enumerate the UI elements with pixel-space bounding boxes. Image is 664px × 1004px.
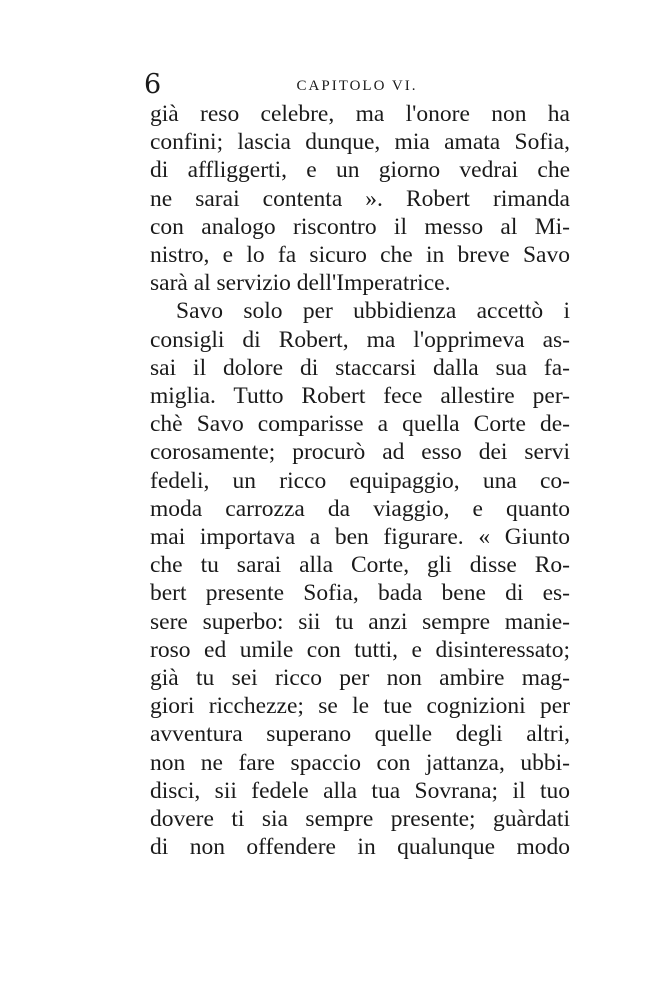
- text-line: con analogo riscontro il messo al Mi-: [150, 213, 570, 240]
- text-line: dovere ti sia sempre presente; guàrdati: [150, 806, 570, 833]
- text-line: confini; lascia dunque, mia amata Sofia,: [150, 129, 570, 156]
- text-line: corosamente; procurò ad esso dei servi: [150, 439, 570, 466]
- text-line: chè Savo comparisse a quella Corte de-: [150, 411, 570, 438]
- text-line: mai importava a ben figurare. « Giunto: [150, 524, 570, 551]
- text-line: sarà al servizio dell'Imperatrice.: [150, 270, 451, 297]
- text-line: sere superbo: sii tu anzi sempre manie-: [150, 608, 570, 635]
- running-head: CAPITOLO VI.: [296, 78, 418, 94]
- body-text: [150, 100, 570, 861]
- text-line: sai il dolore di staccarsi dalla sua fa-: [150, 354, 570, 381]
- text-line: consigli di Robert, ma l'opprimeva as-: [150, 326, 570, 353]
- text-line: di non offendere in qualunque modo: [150, 834, 570, 861]
- text-line: giori ricchezze; se le tue cognizioni per: [150, 693, 570, 720]
- text-line: avventura superano quelle degli altri,: [150, 721, 570, 748]
- text-line: già reso celebre, ma l'onore non ha: [150, 101, 570, 127]
- text-line: che tu sarai alla Corte, gli disse Ro-: [150, 552, 570, 579]
- text-line: di affliggerti, e un giorno vedrai che: [150, 157, 570, 184]
- text-line: bert presente Sofia, bada bene di es-: [150, 580, 570, 607]
- text-line: roso ed umile con tutti, e disinteressato;: [150, 636, 570, 663]
- text-line: Savo solo per ubbidienza accettò i: [176, 298, 570, 325]
- text-line: non ne fare spaccio con jattanza, ubbi-: [150, 749, 570, 776]
- text-line: disci, sii fedele alla tua Sovrana; il tuo: [150, 777, 570, 804]
- text-line: moda carrozza da viaggio, e quanto: [150, 495, 570, 522]
- text-line: ne sarai contenta ». Robert rimanda: [150, 185, 570, 212]
- text-line: nistro, e lo fa sicuro che in breve Savo: [150, 242, 570, 269]
- page-header: [144, 68, 570, 102]
- page-number: 6: [144, 69, 162, 100]
- text-line: miglia. Tutto Robert fece allestire per-: [150, 383, 570, 410]
- text-line: fedeli, un ricco equipaggio, una co-: [150, 467, 570, 494]
- text-line: già tu sei ricco per non ambire mag-: [150, 665, 570, 692]
